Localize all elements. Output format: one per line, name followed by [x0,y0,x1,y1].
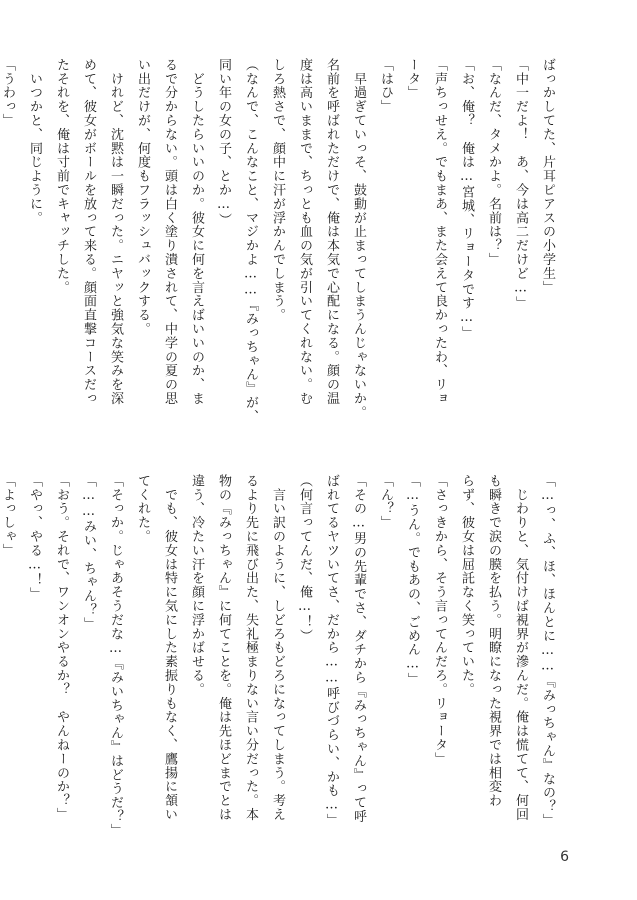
text-line: 度は高いままで、ちっとも血の気が引いてくれない。む [297,58,312,406]
text-line: らず、彼女は屈託なく笑っていた。 [459,474,474,697]
text-line: るより先に飛び出た、失礼極まりない言い分だった。本 [243,474,258,822]
text-line: 「お、俺？ 俺は…宮城、リョータです…」 [459,58,474,340]
text-line: 「やっ、やる…！」 [27,474,42,602]
text-line: たそれを、俺は寸前でキャッチした。 [54,58,69,295]
text-line: ばれてるヤツいてさ、だから……呼びづらい、かも…」 [324,474,339,828]
text-line: ばっかしてた、片耳ピアスの小学生」 [540,58,555,295]
text-line: 違う、冷たい汗を顔に浮かばせる。 [189,474,204,697]
text-line: でも、彼女は特に気にした素振りもなく、鷹揚に頷い [162,474,177,822]
text-line: 言い訳のように、しどろもどろになってしまう。考え [270,474,285,822]
text-line: 名前を呼ばれただけで、俺は本気で心配になる。顔の温 [324,58,339,406]
text-line: 「…うん。でもあの、ごめん…」 [405,474,420,687]
text-line: 「さっきから、そう言ってんだろ。リョータ」 [432,474,447,766]
text-line: けれど、沈黙は一瞬だった。ニヤッと強気な笑みを深 [108,58,123,406]
text-line: めて、彼女がボールを放って来る。顔面直撃コースだっ [81,58,96,406]
text-line: （何言ってんだ、俺…！） [297,474,312,643]
text-line: じわりと、気付けば視界が滲んだ。俺は慌てて、何回 [513,474,528,822]
lower-text-block [0,474,561,854]
upper-text-block [0,58,561,438]
text-line: 早過ぎていっそ、鼓動が止まってしまうんじゃないか。 [351,58,366,420]
text-line: 「……みい、ちゃん？」 [81,474,96,631]
text-line: 「うわっ」 [0,58,15,128]
text-line: しろ熱さで、顔中に汗が浮かんでしまう。 [270,58,285,323]
text-line: 「おう。それで、ワンオンやるか？ やんねーのか？」 [54,474,69,822]
text-line: ータ」 [405,58,420,100]
text-line: い出だけが、何度もフラッシュバックする。 [135,58,150,336]
text-line: てくれた。 [135,474,150,544]
text-line: 「そっか。じゃあそうだな…『みいちゃん』はどうだ？」 [108,474,123,838]
text-line: 「…っ、ふ、ほ、ほんとに……『みっちゃん』なの？」 [540,474,555,828]
text-line: 「中一だよ！ あ、今は高二だけど…」 [513,58,528,311]
text-line: 「ん？」 [378,474,393,530]
text-line: 「その…男の先輩でさ、ダチから『みっちゃん』って呼 [351,474,366,824]
page-number: 6 [560,849,569,865]
text-line: いつかと、同じように。 [27,58,42,225]
text-line: 「なんだ、タメかよ。名前は？」 [486,58,501,267]
text-line: （なんで、こんなこと、マジかよ……『みっちゃん』が、 [243,58,258,424]
text-line: どうしたらいいのか。彼女に何を言えばいいのか、ま [189,58,204,406]
text-line: 「はひ」 [378,58,393,114]
text-line: 「よっしゃ」 [0,474,15,558]
text-line: 「声ちっせえ。でもまあ、また会えて良かったわ、リョ [432,58,447,406]
text-line: も瞬きで涙の膜を払う。明瞭になった視界では相変わ [486,474,501,808]
text-line: 同い年の女の子、とか…） [216,58,231,227]
text-line: 物の『みっちゃん』に何てことを。俺は先ほどまでとは [216,474,231,822]
text-line: るで分からない。頭は白く塗り潰されて、中学の夏の思 [162,58,177,406]
